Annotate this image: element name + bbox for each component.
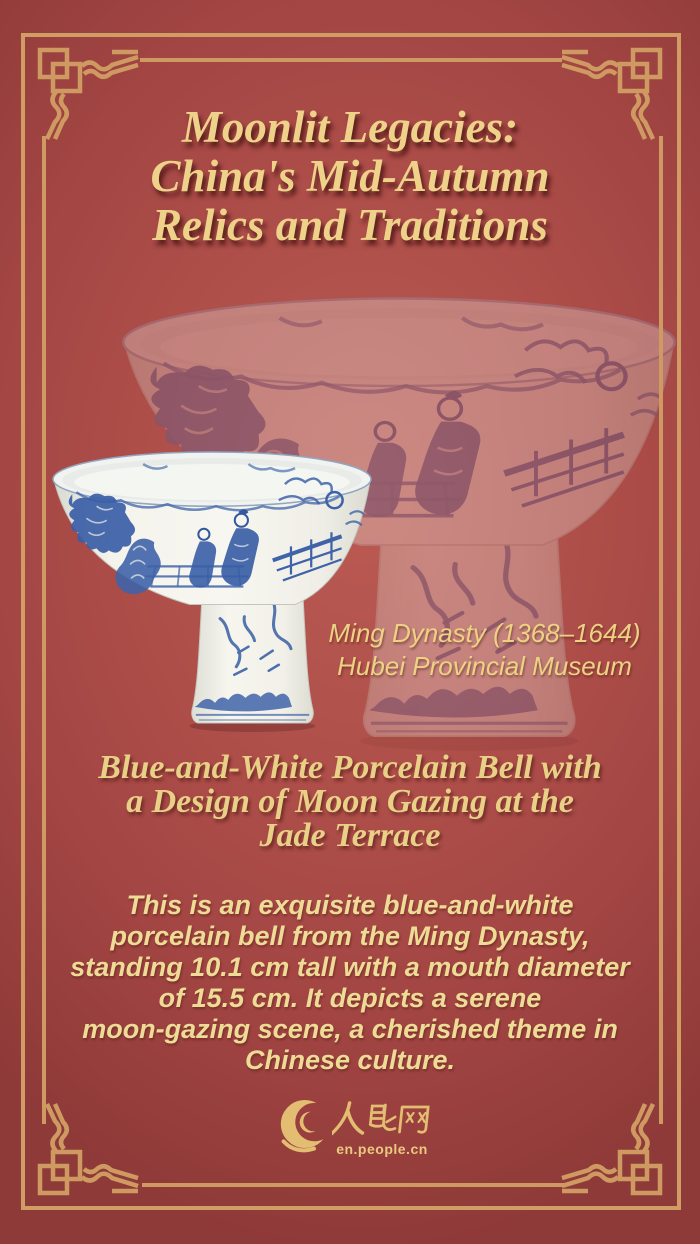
title-line: China's Mid-Autumn — [150, 151, 550, 201]
description-line: standing 10.1 cm tall with a mouth diameter — [70, 952, 630, 982]
inner-border-bottom — [142, 1183, 565, 1187]
artifact-credit — [312, 617, 657, 683]
logo-url-text: en.people.cn — [336, 1141, 428, 1157]
inner-border-top — [140, 58, 562, 62]
title-line: Relics and Traditions — [152, 200, 548, 250]
porcelain-stem-cup-icon — [50, 448, 374, 734]
artifact-museum: Hubei Provincial Museum — [337, 651, 632, 681]
poster-title — [0, 103, 700, 250]
artifact-photo-stem-cup — [50, 448, 374, 734]
title-line: Moonlit Legacies: — [181, 102, 519, 152]
crescent-moon-swirl-icon — [278, 1098, 326, 1156]
logo-text-column — [332, 1098, 432, 1157]
artifact-heading-line: Jade Terrace — [259, 817, 441, 854]
description-line: This is an exquisite blue-and-white — [126, 890, 574, 920]
renminwang-calligraphy-icon — [332, 1098, 432, 1140]
peoples-daily-logo — [5, 1098, 700, 1157]
artifact-description — [0, 890, 700, 1076]
artifact-heading — [0, 751, 700, 853]
artifact-dynasty: Ming Dynasty (1368–1644) — [328, 618, 641, 648]
description-line: of 15.5 cm. It depicts a serene — [158, 983, 542, 1013]
description-line: moon-gazing scene, a cherished theme in — [82, 1014, 618, 1044]
description-line: porcelain bell from the Ming Dynasty, — [110, 921, 590, 951]
artifact-heading-line: a Design of Moon Gazing at the — [126, 783, 574, 820]
description-line: Chinese culture. — [244, 1045, 456, 1075]
artifact-heading-line: Blue-and-White Porcelain Bell with — [98, 749, 602, 786]
